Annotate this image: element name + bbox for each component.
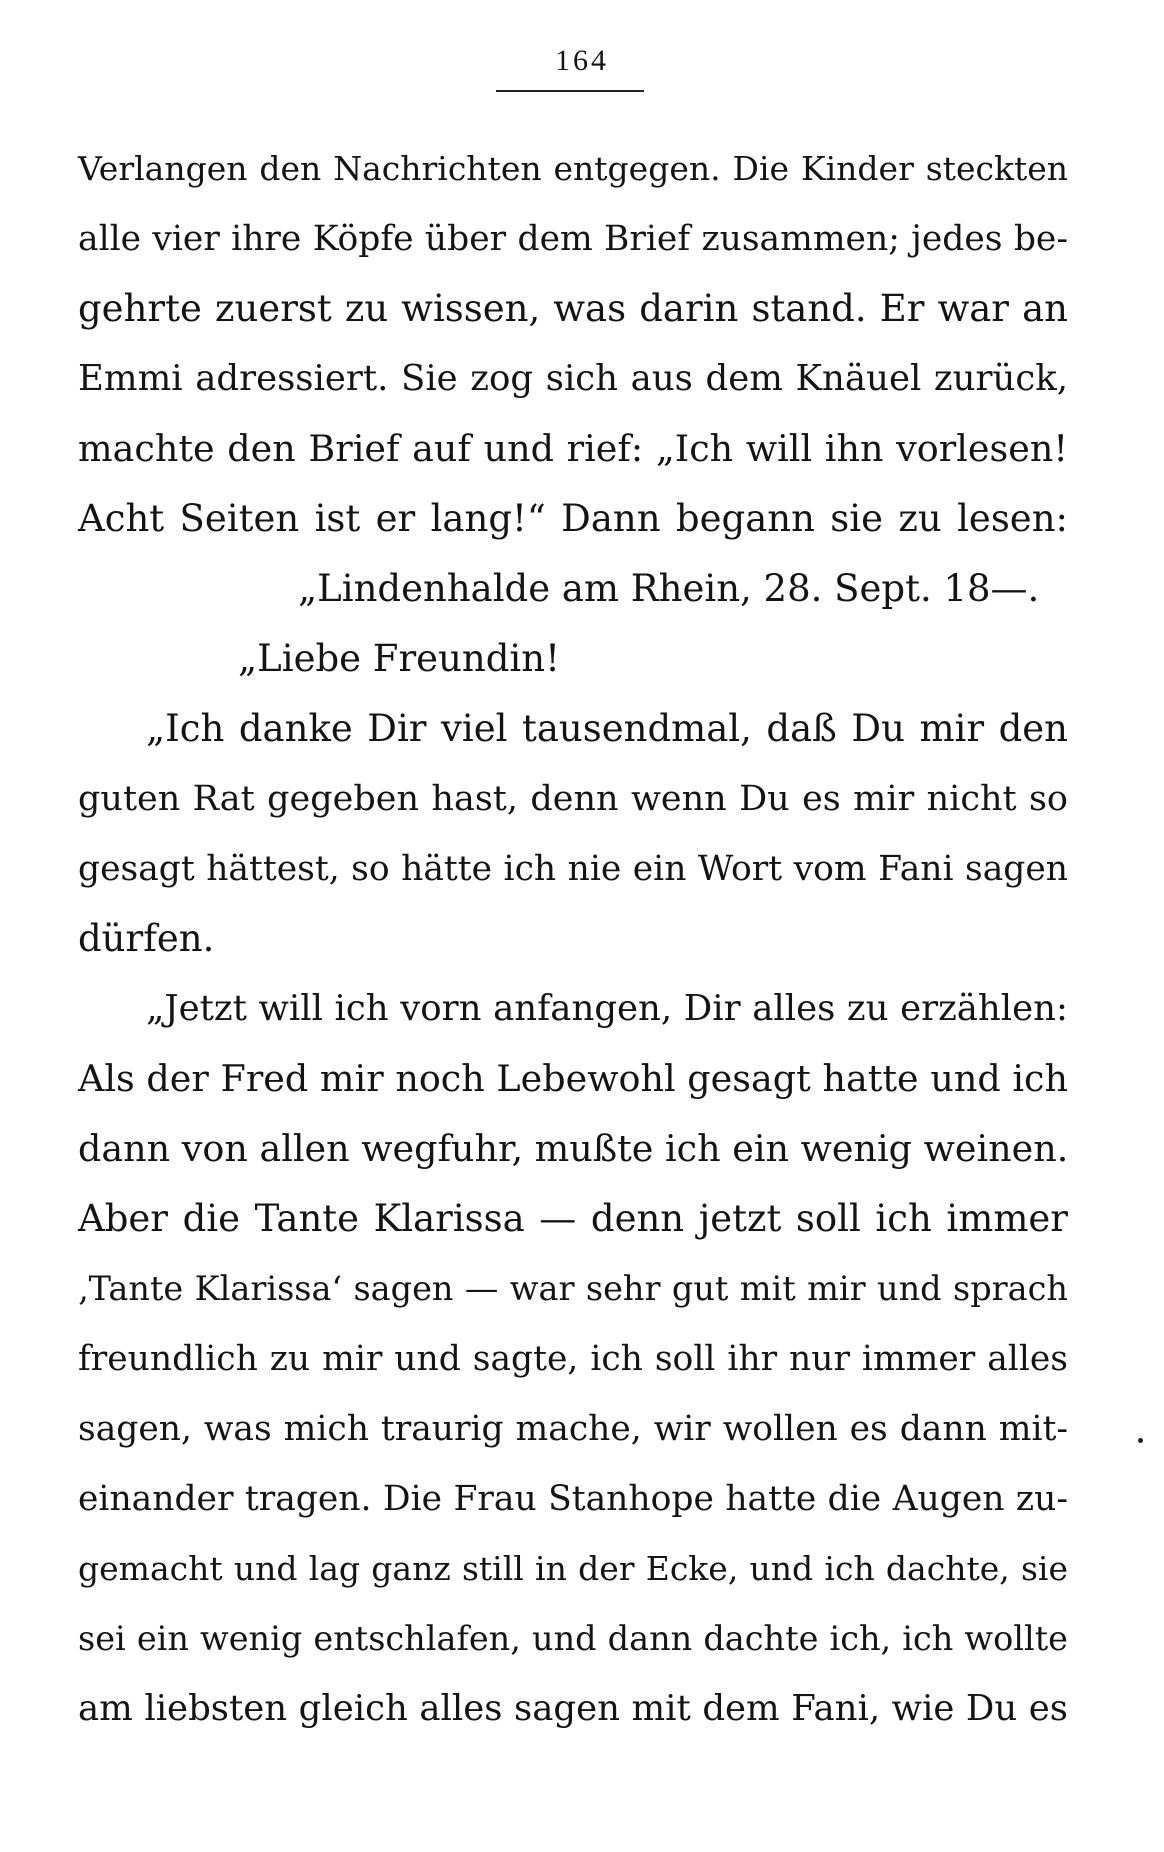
text-line: guten Rat gegeben hast, denn wenn Du es mir nicht so [78, 779, 1068, 819]
text-line: am liebsten gleich alles sagen mit dem Fani, wie Du es [78, 1688, 1068, 1729]
text-line: gemacht und lag ganz still in der Ecke, und ich dachte, sie [78, 1549, 1068, 1588]
text-line: sei ein wenig entschlafen, und dann dachte ich, ich wollte [78, 1619, 1068, 1658]
text-line: gehrte zuerst zu wissen, was darin stand. Er war an [78, 287, 1068, 330]
text-line: Emmi adressiert. Sie zog sich aus dem Knäuel zurück, [78, 358, 1068, 399]
letter-salutation: „Liebe Freundin! [238, 637, 560, 680]
text-line: Verlangen den Nachrichten entgegen. Die Kinder steckten [78, 149, 1068, 188]
text-line: einander tragen. Die Frau Stanhope hatte die Augen zu- [78, 1479, 1068, 1519]
page-number: 164 [555, 44, 609, 77]
text-line: Als der Fred mir noch Lebewohl gesagt hatte und ich [78, 1057, 1068, 1100]
text-line: Aber die Tante Klarissa — denn jetzt soll ich immer [78, 1197, 1068, 1240]
text-line: dürfen. [78, 917, 215, 960]
text-line: ‚Tante Klarissa‘ sagen — war sehr gut mit mir und sprach [78, 1269, 1068, 1308]
text-line: Acht Seiten ist er lang!“ Dann begann sie zu lesen: [78, 497, 1068, 540]
ink-speck [1138, 1438, 1143, 1443]
text-line: freundlich zu mir und sagte, ich soll ihr nur immer alles [78, 1339, 1068, 1379]
header-rule [496, 90, 644, 92]
body-text [78, 134, 1068, 1744]
text-line: „Jetzt will ich vorn anfangen, Dir alles zu erzählen: [146, 988, 1068, 1029]
text-line: „Ich danke Dir viel tausendmal, daß Du mir den [146, 707, 1068, 750]
text-line: sagen, was mich traurig mache, wir wollen es dann mit- [78, 1409, 1068, 1449]
text-line: alle vier ihre Köpfe über dem Brief zusammen; jedes be- [78, 219, 1068, 259]
letter-dateline: „Lindenhalde am Rhein, 28. Sept. 18—. [298, 567, 1040, 610]
text-line: gesagt hättest, so hätte ich nie ein Wort vom Fani sagen [78, 849, 1068, 889]
text-line: machte den Brief auf und rief: „Ich will ihn vorlesen! [78, 427, 1068, 470]
text-line: dann von allen wegfuhr, mußte ich ein wenig weinen. [78, 1127, 1069, 1170]
